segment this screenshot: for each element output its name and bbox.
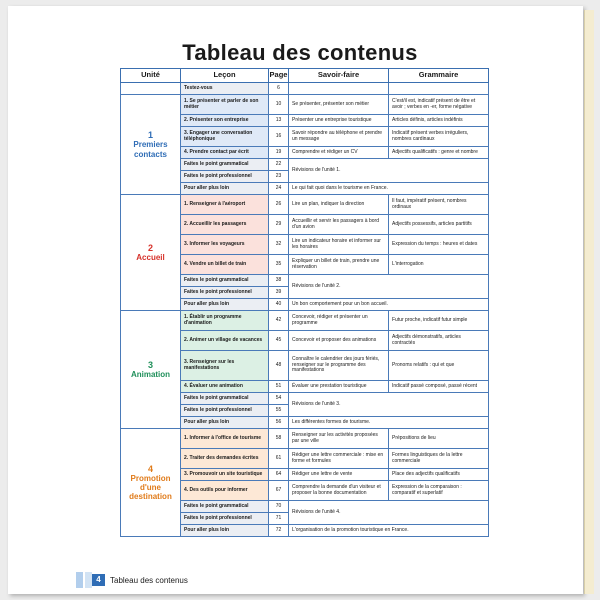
intro-page: 6 [269, 83, 289, 95]
pour-aller-plus-loin-cell[interactable]: Pour aller plus loin [181, 183, 269, 195]
page-cell: 61 [269, 449, 289, 469]
grammaire-cell: Adjectifs possessifs, articles partitifs [389, 215, 489, 235]
page-cell: 24 [269, 183, 289, 195]
page-cell: 71 [269, 513, 289, 525]
lecon-cell[interactable]: 4. Évaluer une animation [181, 381, 269, 393]
pour-aller-plus-loin-text: L'organisation de la promotion touristique en France. [289, 525, 489, 537]
lecon-cell[interactable]: 1. Renseigner à l'aéroport [181, 195, 269, 215]
lecon-cell[interactable]: 2. Traiter des demandes écrites [181, 449, 269, 469]
savoir-faire-cell: Lire un indicateur horaire et informer sur les horaires [289, 235, 389, 255]
grammaire-cell: Articles définis, articles indéfinis [389, 115, 489, 127]
grammaire-cell: Adjectifs démonstratifs, articles contractés [389, 331, 489, 351]
page-cell: 58 [269, 429, 289, 449]
table-row [121, 95, 489, 115]
page-cell: 70 [269, 501, 289, 513]
extra-lecon-cell[interactable]: Faites le point grammatical [181, 501, 269, 513]
grammaire-cell: Futur proche, indicatif futur simple [389, 311, 489, 331]
grammaire-cell: Expression de la comparaison : comparatif et superlatif [389, 481, 489, 501]
lecon-cell[interactable]: 3. Informer les voyageurs [181, 235, 269, 255]
page-cell: 64 [269, 469, 289, 481]
unit-number: 3 [147, 359, 153, 370]
savoir-faire-cell: Accueillir et servir les passagers à bord d'un avion [289, 215, 389, 235]
unit-name: Animation [130, 370, 171, 380]
page-cell: 26 [269, 195, 289, 215]
lecon-cell[interactable]: 1. Établir un programme d'animation [181, 311, 269, 331]
pour-aller-plus-loin-cell[interactable]: Pour aller plus loin [181, 417, 269, 429]
page-cell: 38 [269, 275, 289, 287]
savoir-faire-cell: Rédiger une lettre commerciale : mise en forme et formules [289, 449, 389, 469]
intro-lecon[interactable]: Testez-vous [181, 83, 269, 95]
pour-aller-plus-loin-text: Le qui fait quoi dans le tourisme en France. [289, 183, 489, 195]
savoir-faire-cell: Comprendre et rédiger un CV [289, 147, 389, 159]
page-title: Tableau des contenus [182, 40, 418, 65]
intro-grammaire-cell [389, 83, 489, 95]
page-cell: 29 [269, 215, 289, 235]
grammaire-cell: Il faut, impératif présent, nombres ordinaux [389, 195, 489, 215]
page-cell: 54 [269, 393, 289, 405]
unit-cell [121, 311, 181, 429]
savoir-faire-cell: Rédiger une lettre de vente [289, 469, 389, 481]
lecon-cell[interactable]: 1. Se présenter et parler de son métier [181, 95, 269, 115]
unit-name: Accueil [136, 253, 165, 263]
page-cell: 23 [269, 171, 289, 183]
page-cell: 39 [269, 287, 289, 299]
pour-aller-plus-loin-cell[interactable]: Pour aller plus loin [181, 525, 269, 537]
pour-aller-plus-loin-text: Les différentes formes de tourisme. [289, 417, 489, 429]
table-row [121, 195, 489, 215]
page-cell: 51 [269, 381, 289, 393]
lecon-cell[interactable]: 1. Informer à l'office de tourisme [181, 429, 269, 449]
page-cell: 42 [269, 311, 289, 331]
intro-row [121, 83, 489, 95]
savoir-faire-cell: Savoir répondre au téléphone et prendre un message [289, 127, 389, 147]
footer-label: Tableau des contenus [110, 575, 188, 585]
unit-cell [121, 195, 181, 311]
grammaire-cell: Pronoms relatifs : qui et que [389, 351, 489, 381]
lecon-cell[interactable]: 3. Promouvoir un site touristique [181, 469, 269, 481]
table-row [121, 429, 489, 449]
extra-lecon-cell[interactable]: Faites le point professionnel [181, 171, 269, 183]
savoir-faire-cell: Présenter une entreprise touristique [289, 115, 389, 127]
table-header-row [121, 69, 489, 83]
page-cell: 40 [269, 299, 289, 311]
extra-lecon-cell[interactable]: Faites le point grammatical [181, 393, 269, 405]
lecon-cell[interactable]: 3. Engager une conversation téléphonique [181, 127, 269, 147]
lecon-cell[interactable]: 4. Des outils pour informer [181, 481, 269, 501]
revision-cell: Révisions de l'unité 2. [289, 275, 489, 299]
grammaire-cell: Indicatif passé composé, passé récent [389, 381, 489, 393]
grammaire-cell: L'interrogation [389, 255, 489, 275]
pour-aller-plus-loin-cell[interactable]: Pour aller plus loin [181, 299, 269, 311]
savoir-faire-cell: Renseigner sur les activités proposées par une ville [289, 429, 389, 449]
grammaire-cell: Indicatif présent verbes irréguliers, nombres cardinaux [389, 127, 489, 147]
page-cell: 67 [269, 481, 289, 501]
unit-number: 4 [147, 463, 153, 474]
page-cell: 32 [269, 235, 289, 255]
header-unite: Unité [121, 69, 181, 83]
grammaire-cell: Formes linguistiques de la lettre commerciale [389, 449, 489, 469]
unit-number: 2 [147, 242, 153, 253]
savoir-faire-cell: Connaître le calendrier des jours fériés, renseigner sur le programme des manifestations [289, 351, 389, 381]
savoir-faire-cell: Se présenter, présenter son métier [289, 95, 389, 115]
footer-page-number: 4 [92, 574, 105, 586]
contents-table [120, 68, 489, 537]
pour-aller-plus-loin-text: Un bon comportement pour un bon accueil. [289, 299, 489, 311]
page-footer [92, 574, 188, 586]
extra-lecon-cell[interactable]: Faites le point grammatical [181, 159, 269, 171]
extra-lecon-cell[interactable]: Faites le point professionnel [181, 405, 269, 417]
savoir-faire-cell: Expliquer un billet de train, prendre une réservation [289, 255, 389, 275]
page-cell: 13 [269, 115, 289, 127]
unit-name: Promotion d'une destination [129, 473, 172, 502]
grammaire-cell: C'est/il est, indicatif présent de être et avoir ; verbes en -er, forme négative [389, 95, 489, 115]
page-cell: 19 [269, 147, 289, 159]
header-savoir-faire: Savoir-faire [289, 69, 389, 83]
page-cell: 16 [269, 127, 289, 147]
extra-lecon-cell[interactable]: Faites le point professionnel [181, 287, 269, 299]
revision-cell: Révisions de l'unité 1. [289, 159, 489, 183]
page-cell: 72 [269, 525, 289, 537]
lecon-cell[interactable]: 4. Vendre un billet de train [181, 255, 269, 275]
savoir-faire-cell: Concevoir et proposer des animations [289, 331, 389, 351]
unit-cell [121, 95, 181, 195]
savoir-faire-cell: Lire un plan, indiquer la direction [289, 195, 389, 215]
unit-cell [121, 429, 181, 537]
intro-unit-cell [121, 83, 181, 95]
revision-cell: Révisions de l'unité 4. [289, 501, 489, 525]
extra-lecon-cell[interactable]: Faites le point professionnel [181, 513, 269, 525]
intro-savoir-cell [289, 83, 389, 95]
grammaire-cell: Place des adjectifs qualificatifs [389, 469, 489, 481]
unit-number: 1 [147, 130, 153, 141]
grammaire-cell: Expression du temps : heures et dates [389, 235, 489, 255]
lecon-cell[interactable]: 2. Présenter son entreprise [181, 115, 269, 127]
page-cell: 56 [269, 417, 289, 429]
page-cell: 48 [269, 351, 289, 381]
page-cell: 55 [269, 405, 289, 417]
lecon-cell[interactable]: 3. Renseigner sur les manifestations [181, 351, 269, 381]
lecon-cell[interactable]: 4. Prendre contact par écrit [181, 147, 269, 159]
lecon-cell[interactable]: 2. Animer un village de vacances [181, 331, 269, 351]
footer-decoration [76, 572, 92, 588]
lecon-cell[interactable]: 2. Accueillir les passagers [181, 215, 269, 235]
page-cell: 45 [269, 331, 289, 351]
page-cell: 22 [269, 159, 289, 171]
header-page: Page [269, 69, 289, 83]
header-grammaire: Grammaire [389, 69, 489, 83]
table-row [121, 311, 489, 331]
unit-name: Premiers contacts [133, 140, 168, 159]
page-cell: 10 [269, 95, 289, 115]
revision-cell: Révisions de l'unité 3. [289, 393, 489, 417]
savoir-faire-cell: Concevoir, rédiger et présenter un programme [289, 311, 389, 331]
header-lecon: Leçon [181, 69, 269, 83]
grammaire-cell: Adjectifs qualificatifs : genre et nombre [389, 147, 489, 159]
savoir-faire-cell: Comprendre la demande d'un visiteur et proposer la bonne documentation [289, 481, 389, 501]
page-cell: 35 [269, 255, 289, 275]
savoir-faire-cell: Évaluer une prestation touristique [289, 381, 389, 393]
page-edge [584, 10, 594, 594]
grammaire-cell: Prépositions de lieu [389, 429, 489, 449]
table-body [121, 83, 489, 537]
extra-lecon-cell[interactable]: Faites le point grammatical [181, 275, 269, 287]
